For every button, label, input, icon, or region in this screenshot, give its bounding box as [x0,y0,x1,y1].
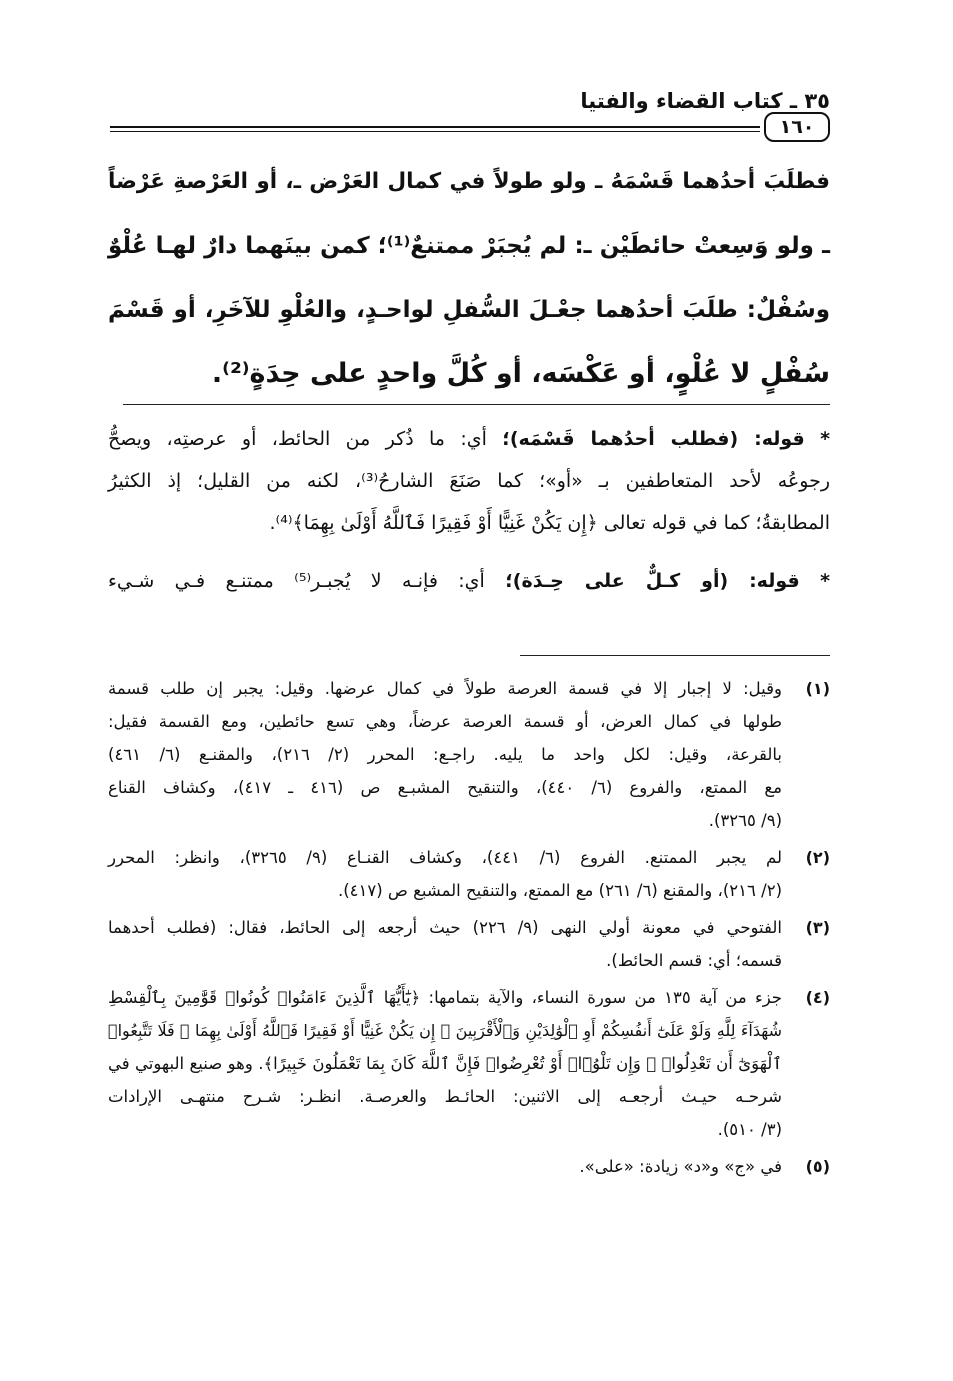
sharh-text-run: أي: ما ذُكر من الحائط، أو عرصتِه، ويصحُّ [108,428,487,450]
footnote-line: لم يجبر الممتنع. الفروع (٦/ ٤٤١)، وكشاف القنـاع (٩/ ٣٢٦٥)، وانظر: المحرر [108,848,782,867]
footnote-number: (٥) [805,1157,830,1176]
footnote-line: ٱلْهَوَىٰٓ أَن تَعْدِلُوا۟ ۚ وَإِن تَلْوُۥٓا۟ أَوْ تُعْرِضُوا۟ فَإِنَّ ٱللَّهَ كَانَ بِمَا تَعْمَلُونَ خَبِيرًا﴾. وهو صنيع البهوتي في [108,1054,782,1073]
sharh-lead: قوله: (فطلب أحدُهما قَسْمَه)؛ [502,428,805,450]
footnote-line: طولها في كمال العرض، أو قسمة العرصة عرضاً، وهي تسع حائطين، ومع القسمة فقيل: [108,712,782,731]
footnote [108,981,830,1146]
footnote-line: (٣/ ٥١٠). [717,1120,782,1139]
footnote-line: بالقرعة، وقيل: لكل واحد ما يليه. راجـع: المحرر (٢/ ٢١٦)، والمقنـع (٦/ ٤٦١) [108,745,782,764]
sharh-text [108,418,830,602]
star-bullet: * [820,428,830,450]
footnote-line: مع الممتع، والفروع (٦/ ٤٤٠)، والتنقيح المشبـع ص (٤١٦ ـ ٤١٧)، وكشاف القناع [108,778,782,797]
footnotes [108,672,830,1187]
matn-line: ـ ولو وَسِعتْ حائطَيْن ـ: لم يُجبَرْ ممتنعٌ⁽¹⁾؛ كمن بينَهما دارٌ لهـا عُلْوٌ [108,233,830,259]
footnote-number: (٤) [805,988,830,1007]
footnote-line: قسمه؛ أي: قسم الحائط). [606,951,782,970]
footnote [108,1150,830,1183]
footnote-number: (٢) [805,848,830,867]
footnote-separator [520,655,830,656]
footnote-line: (٩/ ٣٢٦٥). [708,811,782,830]
page-number: ١٦٠ [764,112,830,142]
sharh-line [108,418,830,460]
sharh-line: المطابقةُ؛ كما في قوله تعالى ﴿إِن يَكُنْ غَنِيًّا أَوْ فَقِيرًا فَٱللَّهُ أَوْلَىٰ بِهِمَا﴾⁽⁴⁾. [269,512,830,534]
chapter-title: ٣٥ ـ كتاب القضاء والفتيا [580,89,830,113]
header-rule-thick [110,126,760,128]
footnote-line: وقيل: لا إجبار إلا في قسمة العرصة طولاً في كمال عرضها. وقيل: يجبر إن طلب قسمة [108,679,782,698]
sharh-line: رجوعُه لأحد المتعاطفين بـ «أو»؛ كما صَنَعَ الشارحُ⁽³⁾، لكنه من القليل؛ إذ الكثيرُ [108,470,830,492]
sharh-line [108,560,830,602]
footnote-line: (٢/ ٢١٦)، والمقنع (٦/ ٢٦١) مع الممتع، والتنقيح المشبع ص (٤١٧). [337,881,782,900]
footnote-number: (٣) [805,918,830,937]
footnote [108,841,830,907]
header-rule-thin [110,131,760,132]
footnote-line: شرحـه حيـث أرجعـه إلى الاثنين: الحائـط والعرصـة. انظـر: شـرح منتهـى الإرادات [108,1087,782,1106]
footnote-line: الفتوحي في معونة أولي النهى (٩/ ٢٢٦) حيث أرجعه إلى الحائط، فقال: (فطلب أحدهما [108,918,782,937]
footnote-line: شُهَدَآءَ لِلَّهِ وَلَوْ عَلَىٰٓ أَنفُسِكُمْ أَوِ ٱلْوَٰلِدَيْنِ وَٱلْأَقْرَبِينَ ۚ إِن يَكُنْ غَنِيًّا أَوْ فَقِيرًا فَٱللَّهُ أَوْلَىٰ بِهِمَا ۖ فَلَا تَتَّبِعُوا۟ [108,1021,782,1040]
matn-text [108,150,830,406]
matn-line: وسُفْلٌ: طلَبَ أحدُهما جعْـلَ السُّفلِ لواحـدٍ، والعُلْوِ للآخَرِ، أو قَسْمَ [108,297,830,323]
running-header [108,88,830,124]
sharh-lead: قوله: (أو كـلٌّ على حِـدَة)؛ [505,570,800,592]
footnote [108,672,830,837]
footnote-line: في «ج» و«د» زيادة: «على». [579,1157,782,1176]
matn-separator [123,404,830,405]
sharh-text-run: أي: فإنـه لا يُجبـر⁽⁵⁾ ممتنـع فـي شـيء [108,570,485,592]
matn-line: سُفْلٍ لا عُلْوٍ، أو عَكْسَه، أو كُلَّ واحدٍ على حِدَةٍ⁽²⁾. [211,358,830,389]
footnote [108,911,830,977]
footnote-number: (١) [805,679,830,698]
star-bullet: * [820,570,831,592]
footnote-line: جزء من آية ١٣٥ من سورة النساء، والآية بتمامها: ﴿يَٰٓأَيُّهَا ٱلَّذِينَ ءَامَنُوا۟ كُونُوا۟ قَوَّٰمِينَ بِٱلْقِسْطِ [108,988,783,1007]
matn-line: فطلَبَ أحدُهما قَسْمَهُ ـ ولو طولاً في كمال العَرْض ـ، أو العَرْصةِ عَرْضاً [108,169,830,194]
